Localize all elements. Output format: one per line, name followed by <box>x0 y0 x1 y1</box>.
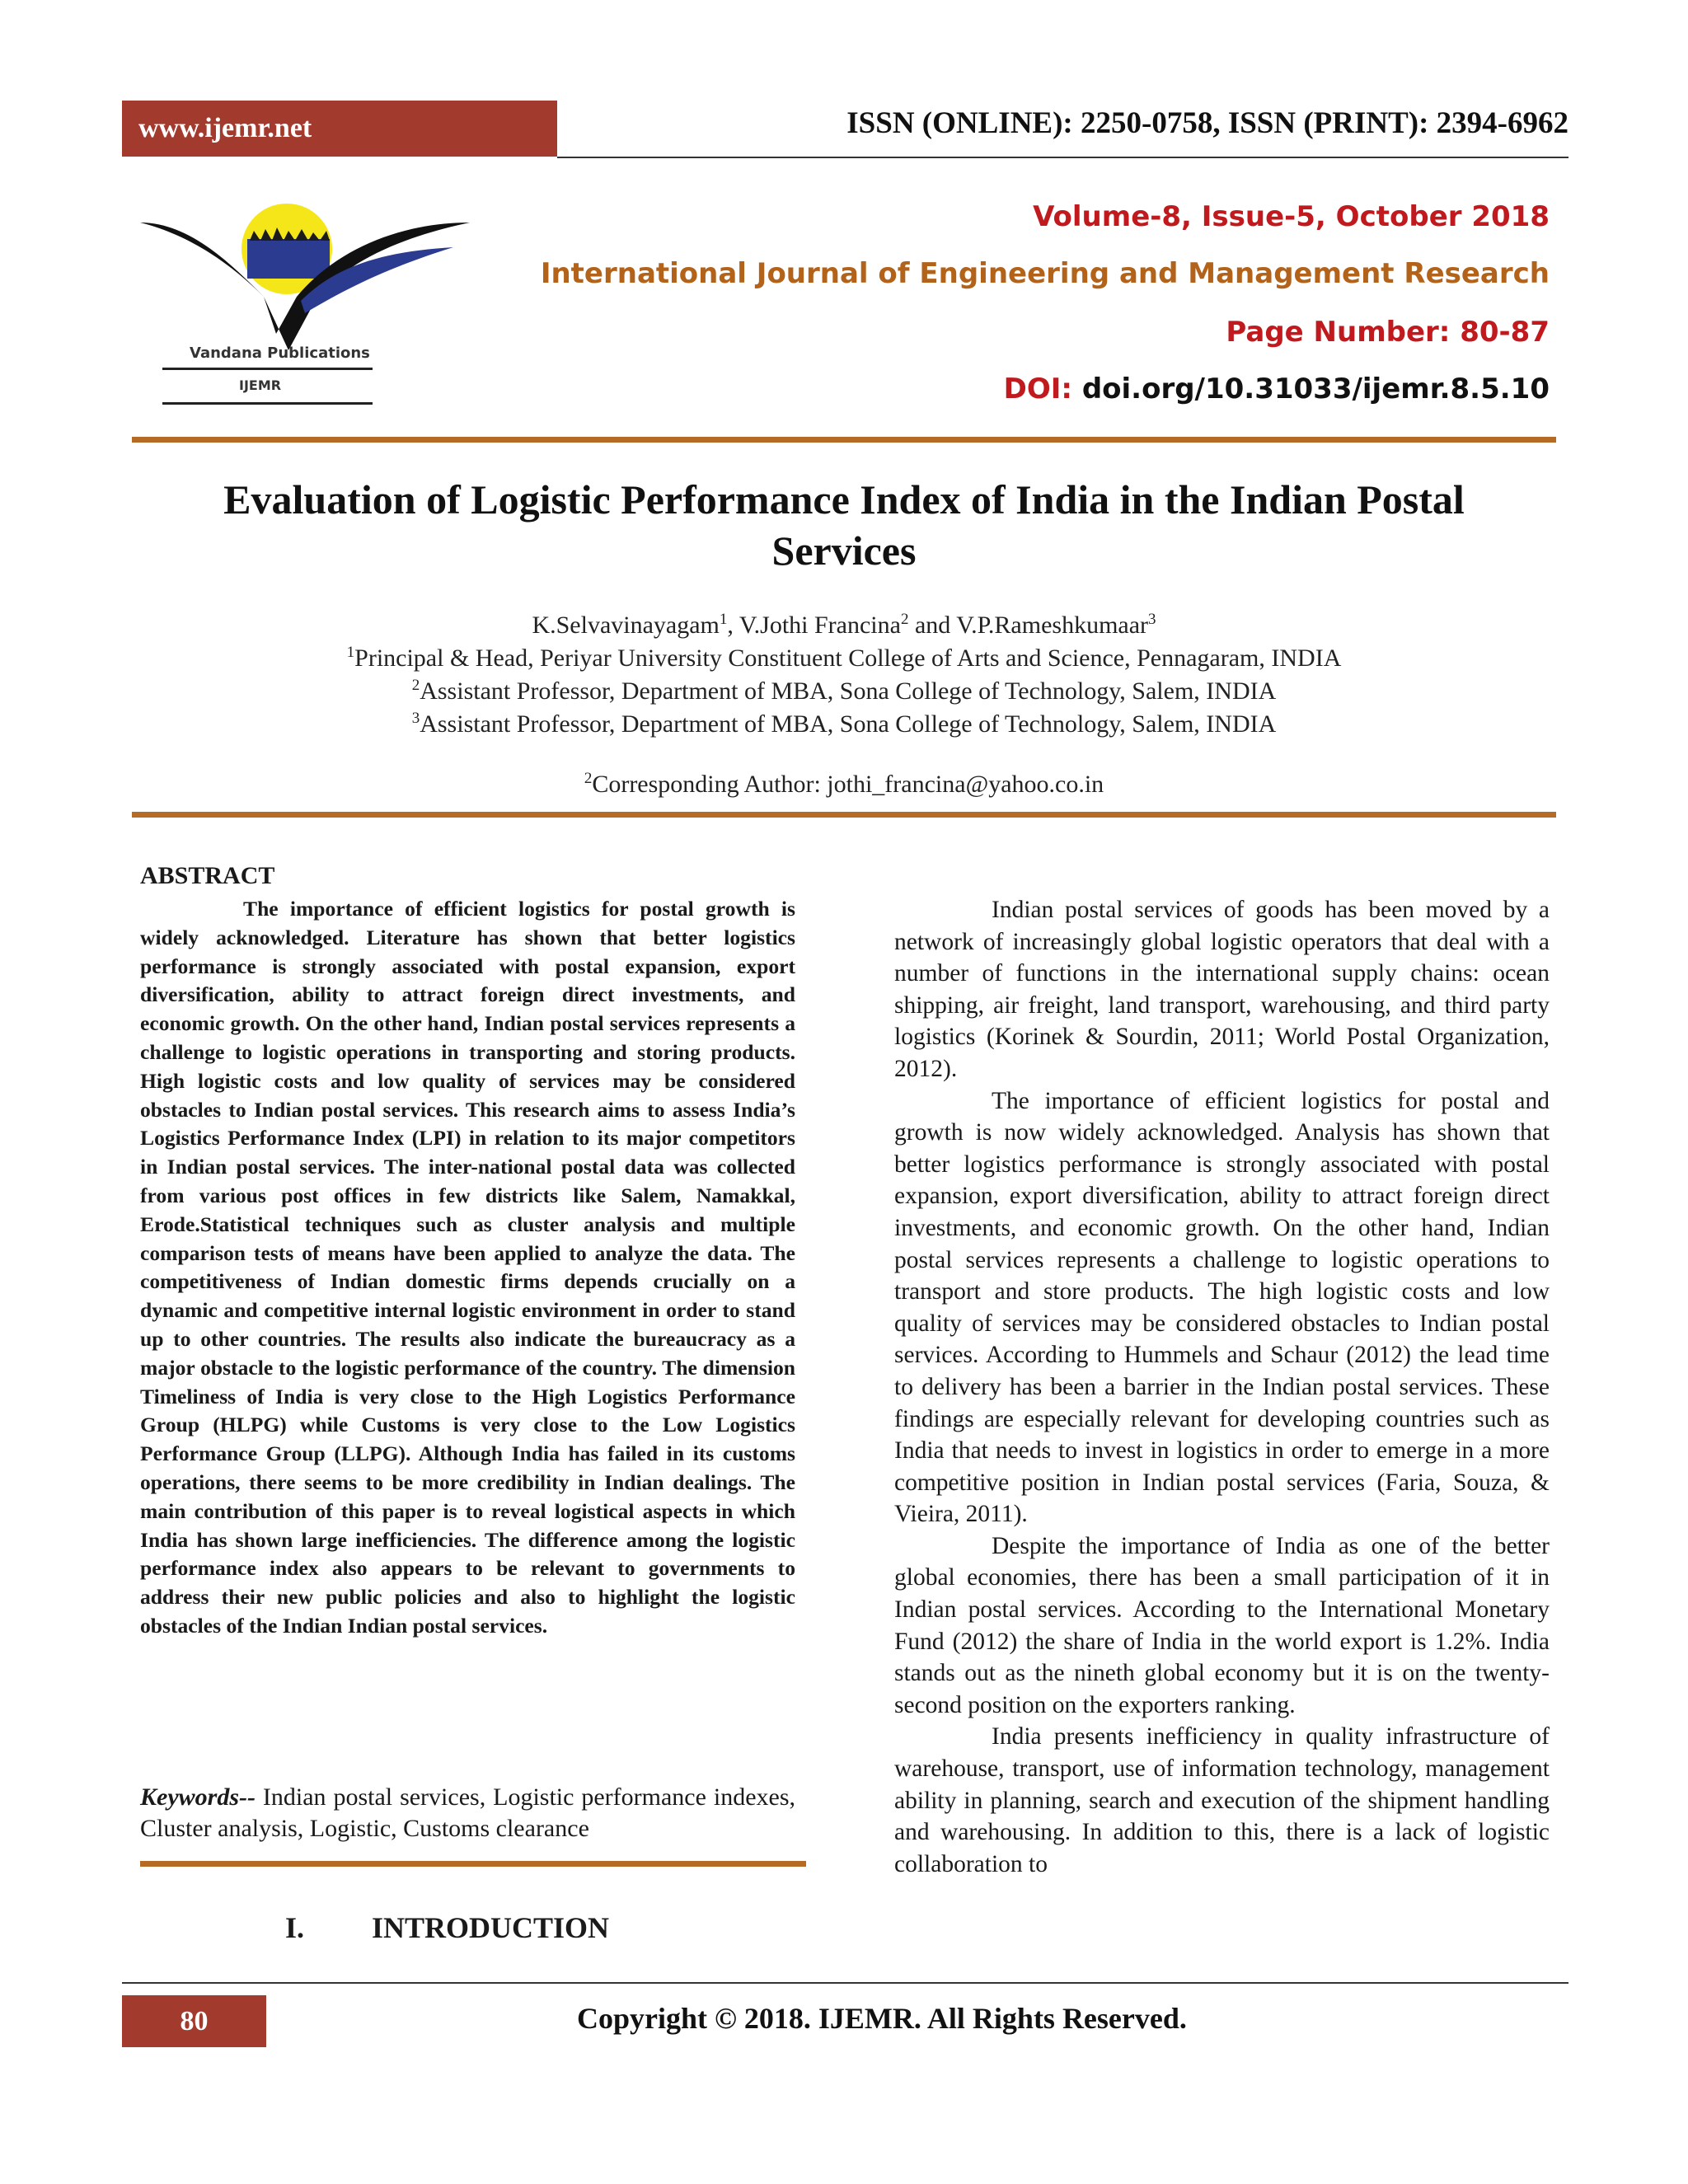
doi <box>1004 373 1550 405</box>
keywords <box>140 1782 795 1844</box>
author-2: V.Jothi Francina <box>738 612 901 639</box>
author-3: V.P.Rameshkumaar <box>956 612 1149 639</box>
abstract-divider <box>140 1861 806 1867</box>
body-paragraph-1: Indian postal services of goods has been moved by a network of increasingly global logistic operators that deal with a number of functions in the international supply chains: ocean shipping, air freight, land transport, warehousing, and third party logistics (Korinek & Sourdin, 2011; World Postal Organization, 2012). <box>894 897 1550 1082</box>
header-divider <box>132 437 1556 443</box>
logo-publisher-name: Vandana Publications <box>190 344 370 362</box>
copyright: Copyright © 2018. IJEMR. All Rights Reserved. <box>577 2002 1187 2035</box>
body-paragraph-3: Despite the importance of India as one of the better global economies, there has been a small participation of it in Indian postal services. According to the International Monetary Fund (2012) the share of India in the world export is 1.2%. India stands out as the nineth global economy but it is on the twenty-second position on the exporters ranking. <box>894 1532 1550 1718</box>
section-title: INTRODUCTION <box>372 1911 610 1944</box>
volume-issue: Volume-8, Issue-5, October 2018 <box>1033 200 1550 233</box>
doi-link[interactable]: doi.org/10.31033/ijemr.8.5.10 <box>1081 373 1550 405</box>
footer-rule <box>122 1982 1568 1984</box>
paper-title <box>132 474 1556 576</box>
author-1: K.Selvavinayagam <box>532 612 720 639</box>
publisher-logo <box>140 190 486 412</box>
bird-sun-logo-icon <box>140 190 486 412</box>
journal-name: International Journal of Engineering and Management Research <box>540 257 1550 290</box>
corresponding-author: $^2$Corresponding Author: jothi_francina@yahoo.co.in <box>584 770 1104 798</box>
header-bar <box>122 101 1568 157</box>
page-numbers: Page Number: 80-87 <box>1226 316 1550 349</box>
body-paragraph-4: India presents inefficiency in quality infrastructure of warehouse, transport, use of information technology, management ability in planning, search and execution of the shipment handling and warehousing. In addition to this, there is a lack of logistic collaboration to <box>894 1723 1550 1877</box>
affiliation-3: $^3$Assistant Professor, Department of MBA, Sona College of Technology, Salem, INDIA <box>411 710 1277 738</box>
site-url[interactable]: www.ijemr.net <box>122 101 557 157</box>
affiliation-2: $^2$Assistant Professor, Department of MBA, Sona College of Technology, Salem, INDIA <box>411 677 1277 705</box>
section-number: I. <box>285 1911 305 1944</box>
authors-divider <box>132 812 1556 818</box>
issn-text: ISSN (ONLINE): 2250-0758, ISSN (PRINT): 2394-6962 <box>846 106 1568 140</box>
author-list: K.Selvavinayagam$^1$, V.Jothi Francina$^2$ and V.P.Rameshkumaar$^3$ <box>532 611 1156 639</box>
header-rule <box>557 157 1568 158</box>
title-line-2: Services <box>771 527 917 574</box>
keywords-label: Keywords-- <box>140 1783 256 1811</box>
abstract-heading: ABSTRACT <box>140 862 275 889</box>
body-paragraph-2: The importance of efficient logistics for postal and growth is now widely acknowledged. Analysis has shown that better logistics performance is strongly associated with postal expansion, export diversification, ability to attract foreign direct investments, and economic growth. On the other hand, Indian postal services represents a challenge to logistic operations to transport and store products. The high logistic costs and low quality of services may be considered obstacles to Indian postal services. According to Hummels and Schaur (2012) the lead time to delivery has been a barrier in the Indian postal services. These findings are especially relevant for developing countries such as India that needs to invest in logistics in order to emerge in a more competitive position in Indian postal services (Faria, Souza, & Vieira, 2011). <box>894 1087 1550 1528</box>
body-column <box>894 894 1550 1880</box>
page-number: 80 <box>122 1995 266 2047</box>
doi-label: DOI: <box>1003 373 1072 405</box>
title-line-1: Evaluation of Logistic Performance Index of India in the Indian Postal <box>223 476 1465 523</box>
keywords-list: Indian postal services, Logistic performance indexes, Cluster analysis, Logistic, Customs clearance <box>140 1783 795 1842</box>
section-heading <box>285 1910 609 1945</box>
abstract-text: The importance of efficient logistics for postal growth is widely acknowledged. Literature has shown that better logistics performance is strongly associated with postal expansion, export diversification, ability to attract foreign direct investments, and economic growth. On the other hand, Indian postal services represents a challenge to logistic operations in transporting and storing products. High logistic costs and low quality of services may be considered obstacles to Indian postal services. This research aims to assess India’s Logistics Performance Index (LPI) in relation to its major competitors in Indian postal services. The inter-national postal data was collected from various post offices in few districts like Salem, Namakkal, Erode.Statistical techniques such as cluster analysis and multiple comparison tests of means have been applied to analyze the data. The competitiveness of Indian domestic firms depends crucially on a dynamic and competitive internal logistic environment in order to stand up to other countries. The results also indicate the bureaucracy as a major obstacle to the logistic performance of the country. The dimension Timeliness of India is very close to the High Logistics Performance Group (HLPG) while Customs is very close to the Low Logistics Performance Group (LLPG). Although India has failed in its customs operations, there seems to be more credibility in Indian dealings. The main contribution of this paper is to reveal logistical aspects in which India has shown large inefficiencies. The difference among the logistic performance index also appears to be relevant to governments to address their new public policies and also to highlight the logistic obstacles of the Indian Indian postal services. <box>140 897 795 1638</box>
logo-code: IJEMR <box>239 377 282 393</box>
affiliation-1: $^1$Principal & Head, Periyar University Constituent College of Arts and Science, Pennagaram, INDIA <box>346 644 1342 672</box>
